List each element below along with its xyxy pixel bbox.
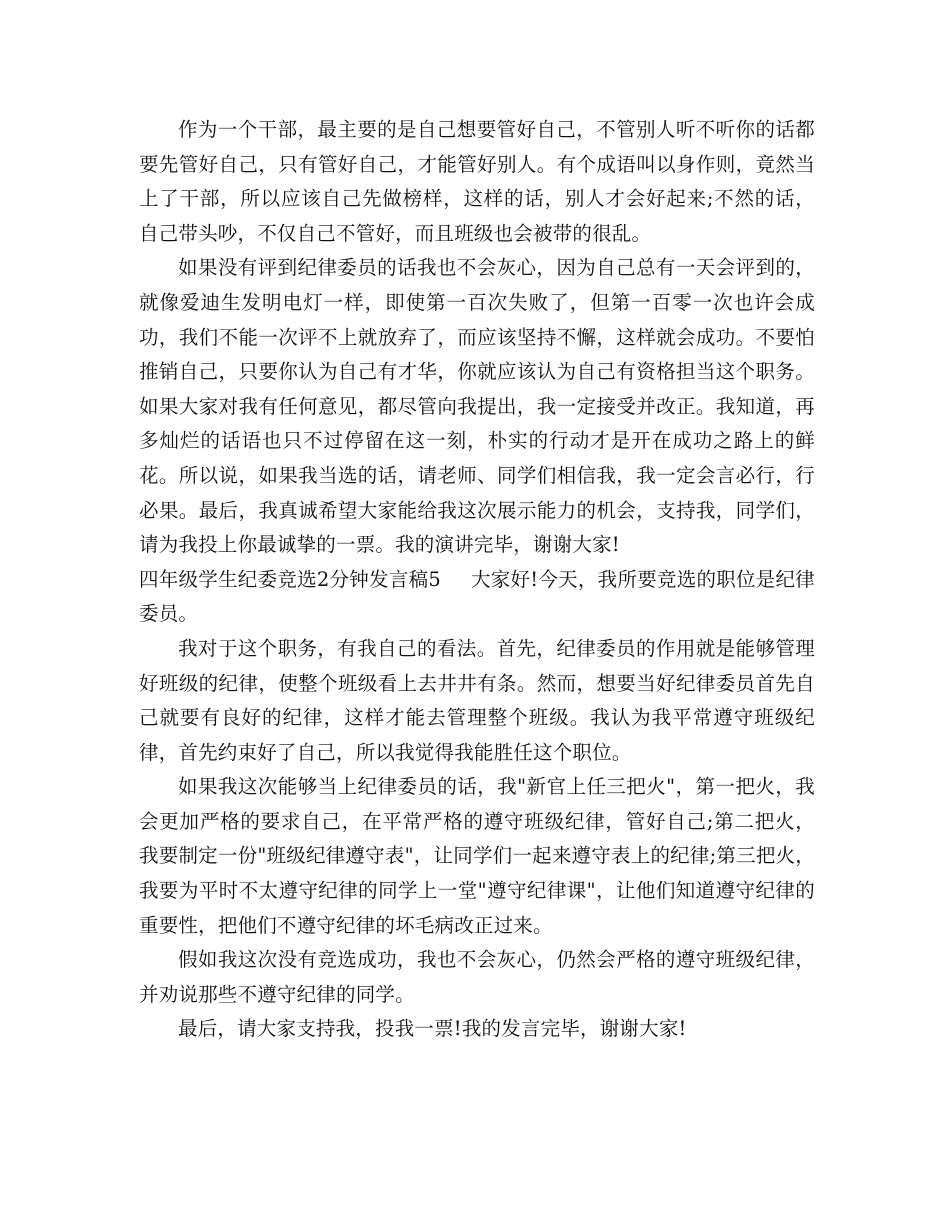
section-title: 四年级学生纪委竞选2分钟发言稿5 bbox=[139, 567, 441, 591]
section-intro-text: 大家好!今天，我所要竞选的职位是纪律委员。 bbox=[139, 567, 816, 626]
paragraph: 作为一个干部，最主要的是自己想要管好自己，不管别人听不听你的话都要先管好自己，只有管好自己，才能管好别人。有个成语叫以身作则，竟然当上了干部，所以应该自己先做榜样，这样的话，别人才会好起来;不然的话，自己带头吵，不仅自己不管好，而且班级也会被带的很乱。 bbox=[139, 118, 815, 245]
paragraph: 如果没有评到纪律委员的话我也不会灰心，因为自己总有一天会评到的，就像爱迪生发明电灯一样，即使第一百次失败了，但第一百零一次也许会成功，我们不能一次评不上就放弃了，而应该坚持不懈，这样就会成功。不要怕推销自己，只要你认为自己有才华，你就应该认为自己有资格担当这个职务。如果大家对我有任何意见，都尽管向我提出，我一定接受并改正。我知道，再多灿烂的话语也只不过停留在这一刻，朴实的行动才是开在成功之路上的鲜花。所以说，如果我当选的话，请老师、同学们相信我，我一定会言必行，行必果。最后，我真诚希望大家能给我这次展示能力的机会，支持我，同学们，请为我投上你最诚挚的一票。我的演讲完毕，谢谢大家! bbox=[139, 256, 815, 557]
document-body bbox=[139, 113, 815, 1047]
paragraph: 如果我这次能够当上纪律委员的话，我"新官上任三把火"，第一把火，我会更加严格的要求自己，在平常严格的遵守班级纪律，管好自己;第二把火，我要制定一份"班级纪律遵守表"，让同学们一起来遵守表上的纪律;第三把火，我要为平时不太遵守纪律的同学上一堂"遵守纪律课"，让他们知道遵守纪律的重要性，把他们不遵守纪律的坏毛病改正过来。 bbox=[139, 775, 815, 937]
paragraph: 假如我这次没有竞选成功，我也不会灰心，仍然会严格的遵守班级纪律，并劝说那些不遵守纪律的同学。 bbox=[139, 948, 815, 1006]
paragraph: 我对于这个职务，有我自己的看法。首先，纪律委员的作用就是能够管理好班级的纪律，使整个班级看上去井井有条。然而，想要当好纪律委员首先自己就要有良好的纪律，这样才能去管理整个班级。我认为我平常遵守班级纪律，首先约束好了自己，所以我觉得我能胜任这个职位。 bbox=[139, 636, 815, 764]
paragraph: 最后，请大家支持我，投我一票!我的发言完毕，谢谢大家! bbox=[178, 1017, 687, 1041]
section-heading-line bbox=[139, 563, 815, 632]
